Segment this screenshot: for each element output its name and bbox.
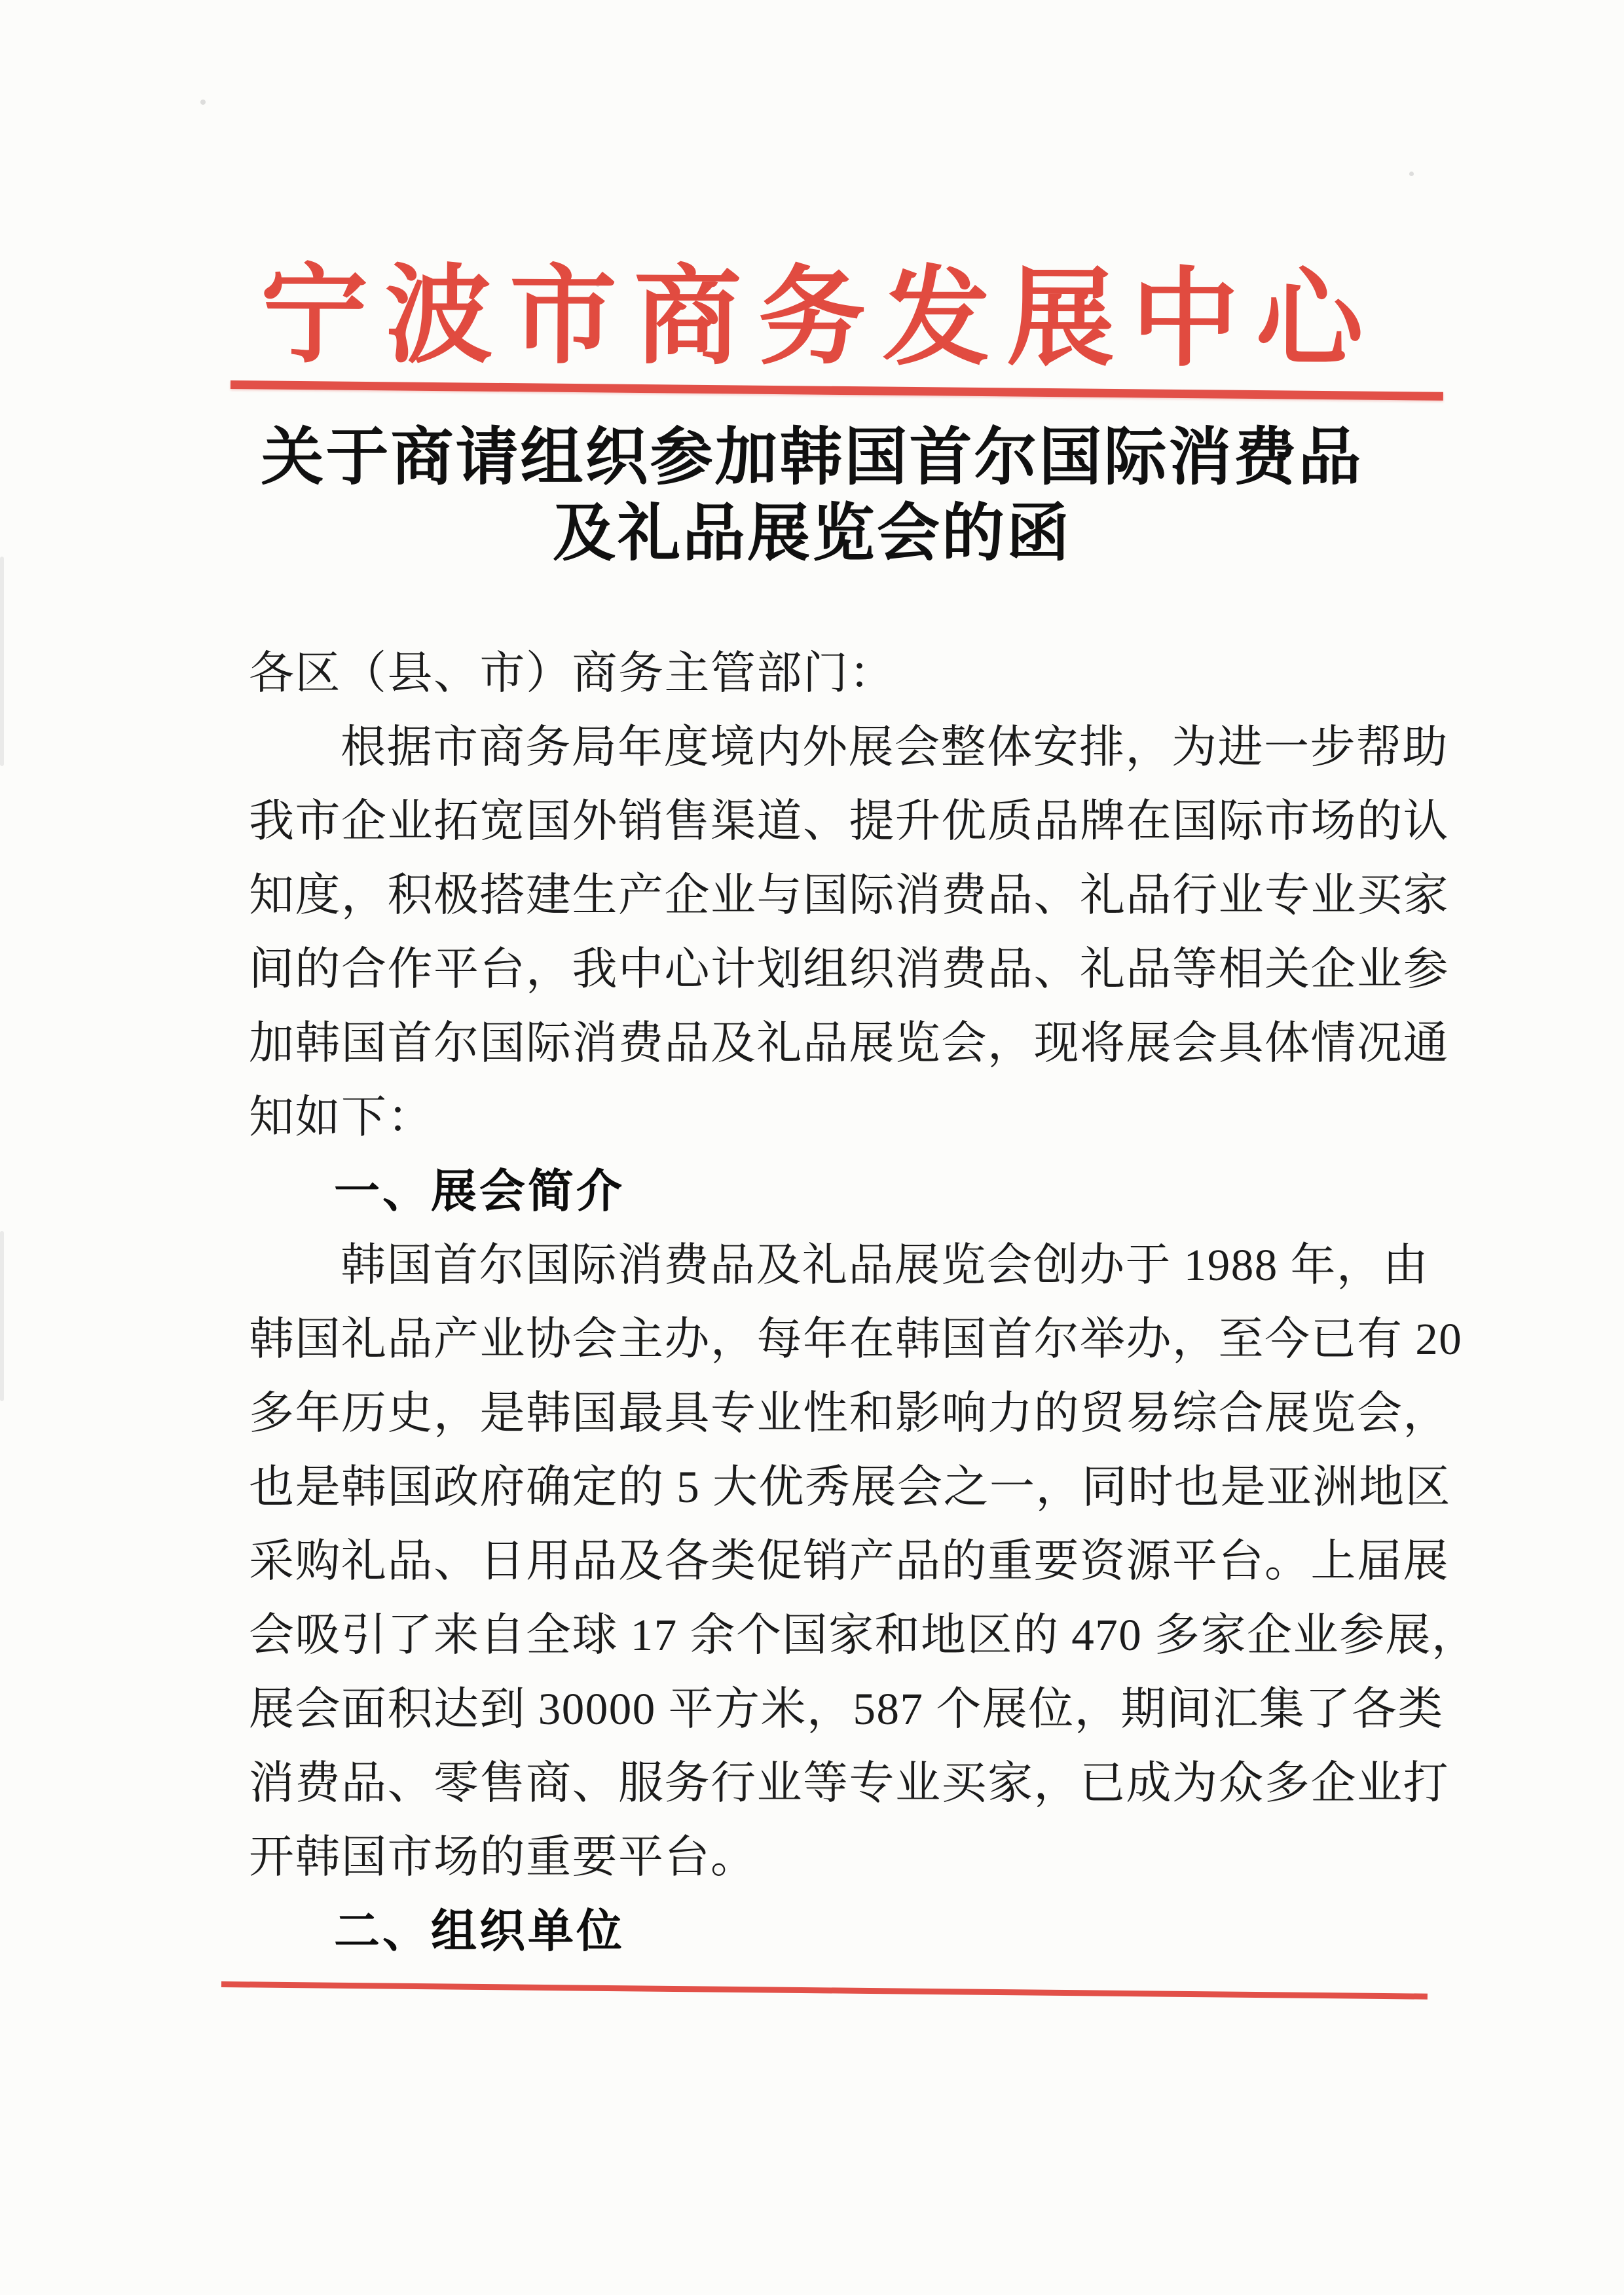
body-line: 我市企业拓宽国外销售渠道、提升优质品牌在国际市场的认 — [249, 796, 1449, 846]
section-heading-2: 二、组织单位 — [334, 1904, 625, 1958]
body-line: 间的合作平台，我中心计划组织消费品、礼品等相关企业参 — [249, 944, 1449, 994]
body-line: 采购礼品、日用品及各类促销产品的重要资源平台。上届展 — [249, 1536, 1449, 1586]
document-title-line1: 关于商请组织参加韩国首尔国际消费品 — [261, 420, 1363, 494]
scan-artifact — [0, 557, 4, 766]
body-line: 多年历史，是韩国最具专业性和影响力的贸易综合展览会， — [249, 1388, 1449, 1438]
footer-divider-line — [221, 1981, 1428, 2000]
body-line: 开韩国市场的重要平台。 — [249, 1832, 757, 1882]
scan-artifact — [200, 100, 206, 105]
body-line: 韩国首尔国际消费品及礼品展览会创办于 1988 年，由 — [341, 1240, 1429, 1290]
document-title-line2: 及礼品展览会的函 — [553, 496, 1071, 570]
letterhead-title: 宁波市商务发展中心 — [260, 257, 1381, 380]
document-title — [0, 419, 1624, 571]
section-heading-1: 一、展会简介 — [334, 1164, 625, 1218]
body-line: 会吸引了来自全球 17 余个国家和地区的 470 多家企业参展， — [249, 1610, 1478, 1660]
letter-body — [249, 636, 1478, 1968]
body-line: 知如下： — [249, 1092, 434, 1142]
body-line: 加韩国首尔国际消费品及礼品展览会，现将展会具体情况通 — [249, 1018, 1449, 1068]
scan-artifact — [0, 1231, 4, 1401]
body-line: 消费品、零售商、服务行业等专业买家，已成为众多企业打 — [249, 1758, 1449, 1808]
body-line: 知度，积极搭建生产企业与国际消费品、礼品行业专业买家 — [249, 870, 1449, 920]
body-line: 也是韩国政府确定的 5 大优秀展会之一，同时也是亚洲地区 — [249, 1462, 1451, 1512]
body-line: 展会面积达到 30000 平方米，587 个展位，期间汇集了各类 — [249, 1684, 1444, 1734]
body-line: 根据市商务局年度境内外展会整体安排，为进一步帮助 — [341, 722, 1449, 772]
body-line: 韩国礼品产业协会主办，每年在韩国首尔举办，至今已有 20 — [249, 1314, 1463, 1364]
scan-artifact — [1409, 172, 1414, 176]
salutation-line: 各区（县、市）商务主管部门： — [249, 648, 895, 698]
